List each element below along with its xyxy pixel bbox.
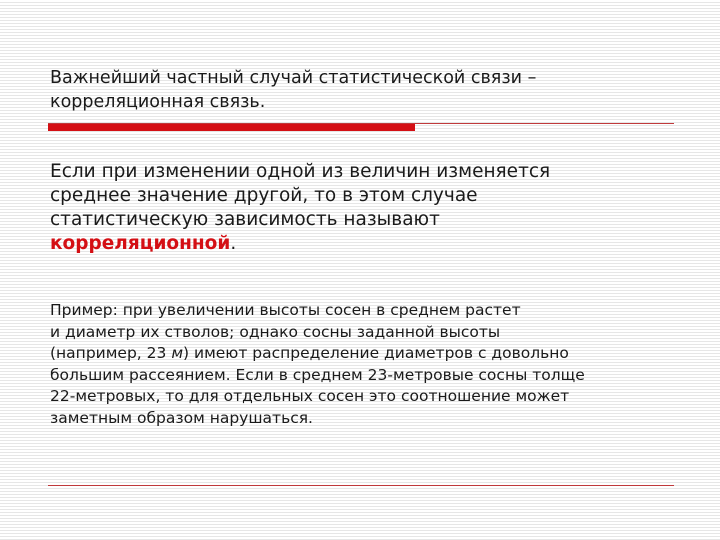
- example-paragraph: [50, 300, 690, 429]
- example-line-4: большим рассеянием. Если в среднем 23-метровые сосны толще: [50, 365, 585, 384]
- definition-line-3: статистическую зависимость называют: [50, 209, 440, 230]
- example-line-3-start: (например, 23: [50, 344, 172, 362]
- title-line-1: Важнейший частный случай статистической связи –: [50, 68, 537, 88]
- footer-divider-line: [48, 485, 674, 486]
- example-line-5: 22-метровых, то для отдельных сосен это соотношение может: [50, 387, 570, 405]
- definition-line-1: Если при изменении одной из величин изменяется: [50, 161, 551, 182]
- definition-end: .: [230, 233, 237, 254]
- example-line-6: заметным образом нарушаться.: [50, 408, 313, 427]
- example-unit: м: [171, 344, 184, 362]
- example-line-3-end: ) имеют распределение диаметров с довольно: [183, 344, 569, 362]
- definition-paragraph: [50, 160, 660, 256]
- definition-keyword: корреляционной: [50, 233, 231, 254]
- example-line-2: и диаметр их стволов; однако сосны заданной высоты: [50, 322, 501, 341]
- example-line-1: Пример: при увеличении высоты сосен в среднем растет: [50, 301, 521, 319]
- definition-line-2: среднее значение другой, то в этом случае: [50, 185, 478, 206]
- slide-title: [50, 66, 670, 114]
- title-line-2: корреляционная связь.: [50, 92, 266, 112]
- title-divider-accent-bar: [48, 124, 415, 131]
